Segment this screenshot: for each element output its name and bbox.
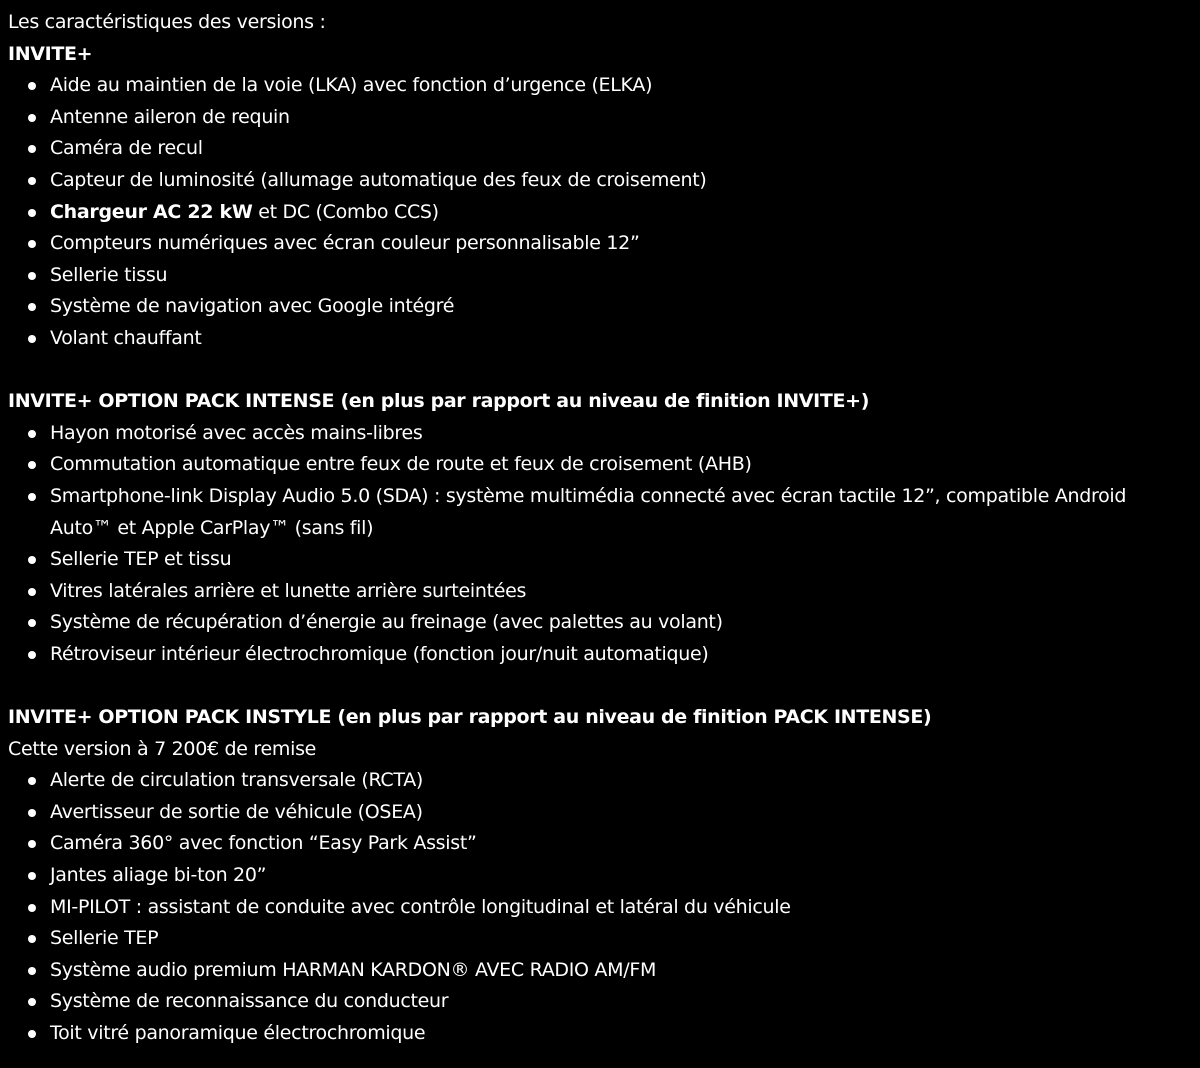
list-item: Vitres latérales arrière et lunette arrière surteintées <box>8 576 1192 608</box>
list-item: Caméra de recul <box>8 133 1192 165</box>
list-item: MI-PILOT : assistant de conduite avec contrôle longitudinal et latéral du véhicule <box>8 892 1192 924</box>
section-title-pack-intense: INVITE+ OPTION PACK INTENSE (en plus par rapport au niveau de finition INVITE+) <box>8 390 870 413</box>
list-item: Sellerie TEP <box>8 923 1192 955</box>
list-item: Système de reconnaissance du conducteur <box>8 986 1192 1018</box>
list-item: Système audio premium HARMAN KARDON® AVEC RADIO AM/FM <box>8 955 1192 987</box>
feature-list-pack-instyle <box>8 765 1192 1049</box>
intro-text: Les caractéristiques des versions : <box>8 11 326 33</box>
list-item: Sellerie tissu <box>8 260 1192 292</box>
list-item: Toit vitré panoramique électrochromique <box>8 1018 1192 1050</box>
list-item: Jantes aliage bi-ton 20” <box>8 860 1192 892</box>
section-spacer <box>8 355 1192 387</box>
list-item-rest: et DC (Combo CCS) <box>252 200 439 223</box>
list-item: Sellerie TEP et tissu <box>8 544 1192 576</box>
feature-list-invite <box>8 70 1192 354</box>
list-item: Système de récupération d’énergie au freinage (avec palettes au volant) <box>8 607 1192 639</box>
list-item: Capteur de luminosité (allumage automatique des feux de croisement) <box>8 165 1192 197</box>
list-item: Antenne aileron de requin <box>8 102 1192 134</box>
list-item: Rétroviseur intérieur électrochromique (fonction jour/nuit automatique) <box>8 639 1192 671</box>
list-item: Volant chauffant <box>8 323 1192 355</box>
list-item-bold: Chargeur AC 22 kW <box>50 200 253 223</box>
list-item: Commutation automatique entre feux de route et feux de croisement (AHB) <box>8 449 1192 481</box>
section-spacer <box>8 670 1192 702</box>
list-item: Avertisseur de sortie de véhicule (OSEA) <box>8 797 1192 829</box>
list-item <box>8 197 1192 229</box>
list-item: Aide au maintien de la voie (LKA) avec fonction d’urgence (ELKA) <box>8 70 1192 102</box>
feature-list-pack-intense <box>8 418 1192 671</box>
section-title-pack-instyle: INVITE+ OPTION PACK INSTYLE (en plus par rapport au niveau de finition PACK INTENSE) <box>8 706 932 729</box>
list-item: Système de navigation avec Google intégré <box>8 291 1192 323</box>
section-title-invite: INVITE+ <box>8 42 93 65</box>
list-item: Hayon motorisé avec accès mains-libres <box>8 418 1192 450</box>
list-item: Alerte de circulation transversale (RCTA) <box>8 765 1192 797</box>
list-item: Smartphone-link Display Audio 5.0 (SDA) : système multimédia connecté avec écran tactile 12”, compatible Android Auto™ et Apple CarPlay™ (sans fil) <box>8 481 1192 544</box>
list-item: Compteurs numériques avec écran couleur personnalisable 12” <box>8 228 1192 260</box>
list-item: Caméra 360° avec fonction “Easy Park Assist” <box>8 828 1192 860</box>
discount-note: Cette version à 7 200€ de remise <box>8 737 317 760</box>
